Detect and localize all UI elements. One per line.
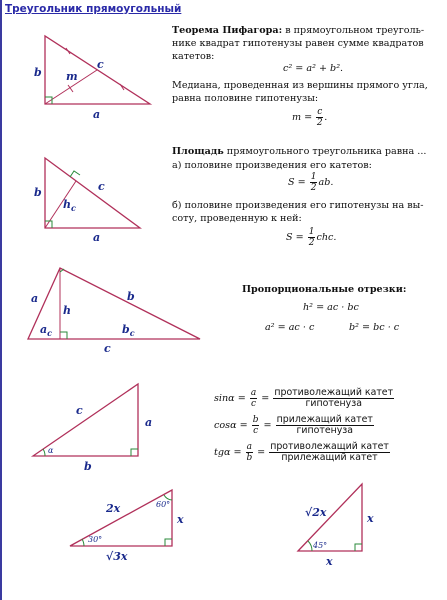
label-60: 60°: [156, 500, 171, 509]
label-a-3: a: [31, 292, 39, 305]
label-a-1: a: [93, 108, 101, 121]
label-x-6b: x: [326, 555, 333, 568]
label-b-3: b: [127, 290, 135, 303]
label-30: 30°: [88, 535, 103, 544]
sin-den: c: [250, 399, 257, 409]
cos-word-num: прилежащий катет: [276, 414, 373, 425]
label-ac-a: a: [40, 323, 48, 336]
label-bc-b: b: [122, 323, 130, 336]
median-lhs: m =: [292, 112, 313, 123]
label-sqrt3x: √3x: [106, 550, 128, 563]
area-heading: Площадь: [172, 146, 224, 157]
label-b-1: b: [34, 66, 42, 79]
label-2x: 2x: [106, 502, 121, 515]
figure-trig: [33, 384, 152, 473]
tg-eq: =: [257, 447, 266, 458]
prop-triangle: [28, 268, 200, 339]
arc-45: [308, 541, 312, 551]
area-b-text1: б) половине произведения его гипотенузы на вы-: [172, 200, 424, 211]
sin-word-num: противолежащий катет: [274, 387, 394, 398]
median-num: c: [317, 107, 323, 117]
right-angle-mark-3b: [60, 332, 67, 339]
label-x-6a: x: [367, 512, 374, 525]
pythagoras-heading: Теорема Пифагора:: [172, 25, 283, 36]
alpha-arc: [43, 449, 45, 456]
right-angle-mark-2a: [70, 171, 80, 177]
label-c-4: c: [76, 404, 83, 417]
label-hc-h: h: [63, 198, 71, 211]
label-a-4: a: [145, 416, 153, 429]
figure-30-60: [70, 490, 184, 563]
proportional-f3: b² = bc · c: [349, 322, 400, 333]
median-text2: равна половине гипотенузы:: [172, 93, 319, 104]
label-alpha: α: [48, 446, 54, 455]
sin-lhs: sinα =: [214, 393, 246, 404]
label-c-3: c: [104, 342, 111, 355]
figure-proportional: [28, 268, 200, 355]
area-a-lhs: S =: [288, 177, 306, 188]
proportional-f1: h² = ac · bc: [303, 302, 359, 313]
label-h: h: [63, 304, 71, 317]
median-text1: Медиана, проведенная из вершины прямого угла,: [172, 80, 428, 91]
tg-lhs: tgα =: [214, 447, 242, 458]
label-c-1: c: [97, 58, 104, 71]
label-m: m: [66, 70, 78, 83]
tri-30-60: [70, 490, 172, 546]
label-b-2: b: [34, 186, 42, 199]
arc-30: [82, 539, 84, 546]
label-hc-sub: c: [71, 203, 76, 213]
tg-word-num: противолежащий катет: [270, 441, 389, 452]
height-triangle: [45, 158, 140, 228]
figure-45: [298, 484, 374, 568]
right-angle-mark-4: [131, 449, 138, 456]
label-b-4: b: [84, 460, 92, 473]
sin-eq: =: [261, 393, 270, 404]
cos-eq: =: [263, 420, 272, 431]
area-b-num: 1: [308, 227, 315, 237]
figure-height: [34, 158, 140, 244]
label-c-2: c: [98, 180, 105, 193]
tg-num: a: [246, 442, 253, 452]
cos-num: b: [252, 415, 259, 425]
pythagoras-formula: c² = a² + b².: [283, 63, 344, 74]
label-45: 45°: [313, 541, 328, 550]
label-bc: [122, 323, 135, 338]
label-a-2: a: [93, 231, 101, 244]
area-a-tail: ab.: [318, 177, 334, 188]
area-b-den: 2: [308, 238, 315, 248]
area-b-lhs: S =: [286, 232, 304, 243]
page-title: Треугольник прямоугольный: [5, 3, 182, 15]
pythagoras-text2: нике квадрат гипотенузы равен сумме квадратов: [172, 38, 424, 49]
label-bc-sub: c: [129, 328, 135, 338]
tg-den: b: [246, 453, 253, 463]
area-a-num: 1: [310, 172, 317, 182]
tg-word-den: прилежащий катет: [281, 452, 378, 463]
proportional-heading: Пропорциональные отрезки:: [242, 284, 407, 295]
median-den: 2: [316, 118, 323, 128]
label-ac-sub: c: [47, 328, 53, 338]
cos-lhs: cosα =: [214, 420, 248, 431]
sin-num: a: [250, 388, 257, 398]
pythagoras-text3: катетов:: [172, 51, 215, 62]
cos-den: c: [253, 426, 259, 436]
cos-word-den: гипотенуза: [296, 425, 354, 436]
area-b-text2: соту, проведенную к ней:: [172, 213, 302, 224]
area-a-den: 2: [310, 183, 317, 193]
right-angle-mark-6: [355, 544, 362, 551]
median-tail: .: [324, 112, 328, 123]
figure-median: [34, 36, 150, 121]
sin-word-den: гипотенуза: [305, 398, 362, 409]
label-hc: [63, 198, 76, 213]
tick-1: [66, 48, 70, 54]
pythagoras-text1: в прямоугольном треуголь-: [285, 25, 425, 36]
area-a-text: а) половине произведения его катетов:: [172, 160, 372, 171]
area-heading-rest: прямоугольного треугольника равна ...: [226, 146, 427, 157]
area-b-tail: chc.: [316, 232, 337, 243]
label-ac: [40, 323, 52, 338]
label-x-5: x: [177, 513, 184, 526]
right-angle-mark-5: [165, 539, 172, 546]
proportional-f2: a² = ac · c: [265, 322, 315, 333]
label-sqrt2x: √2x: [305, 506, 327, 519]
